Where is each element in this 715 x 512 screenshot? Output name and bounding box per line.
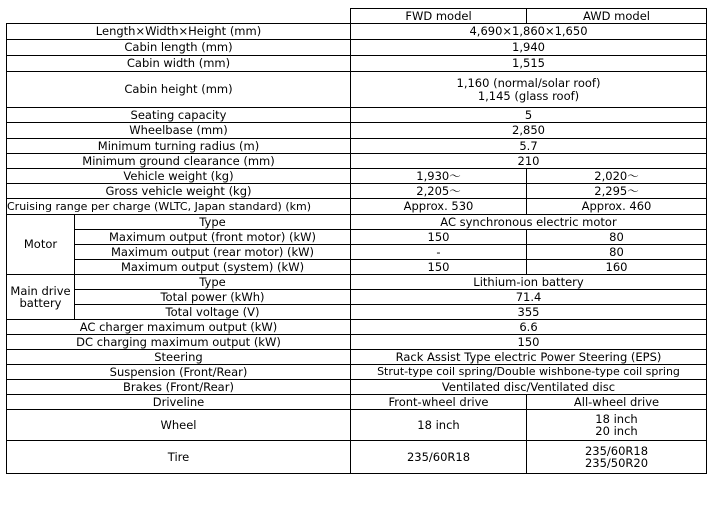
- group-motor: Motor: [7, 215, 75, 275]
- group-battery: [7, 275, 75, 320]
- row-motor-front: [7, 230, 707, 245]
- label-cabin-length: Cabin length (mm): [7, 40, 351, 56]
- label-driveline: Driveline: [7, 395, 351, 410]
- cabin-height-normal: 1,160 (normal/solar roof): [456, 76, 601, 91]
- label-cabin-width: Cabin width (mm): [7, 56, 351, 72]
- row-motor-type: [7, 215, 707, 230]
- tire-awd-option-1: 235/60R18: [584, 443, 649, 458]
- value-battery-type: Lithium-ion battery: [351, 275, 707, 290]
- header-row: [7, 9, 707, 24]
- wheel-awd-option-1: 18 inch: [595, 411, 638, 426]
- tire-awd-option-2: 235/50R20: [584, 456, 649, 470]
- value-battery-power: 71.4: [351, 290, 707, 305]
- label-motor-rear: Maximum output (rear motor) (kW): [75, 245, 351, 260]
- value-cruising-range-awd: Approx. 460: [527, 199, 707, 215]
- row-tire: [7, 441, 707, 474]
- wheel-awd-option-2: 20 inch: [595, 424, 638, 438]
- value-motor-front-fwd: 150: [351, 230, 527, 245]
- value-cruising-range-fwd: Approx. 530: [351, 199, 527, 215]
- label-dimensions: Length×Width×Height (mm): [7, 24, 351, 40]
- row-motor-system: [7, 260, 707, 275]
- value-driveline-fwd: Front-wheel drive: [351, 395, 527, 410]
- row-vehicle-weight: [7, 169, 707, 184]
- label-ground-clearance: Minimum ground clearance (mm): [7, 154, 351, 169]
- value-battery-voltage: 355: [351, 305, 707, 320]
- value-tire-awd: [527, 441, 707, 474]
- value-cabin-length: 1,940: [351, 40, 707, 56]
- value-seating: 5: [351, 108, 707, 123]
- value-brakes: Ventilated disc/Ventilated disc: [351, 380, 707, 395]
- row-cabin-height: [7, 72, 707, 108]
- label-wheelbase: Wheelbase (mm): [7, 123, 351, 139]
- value-turning-radius: 5.7: [351, 139, 707, 154]
- label-dc-charging: DC charging maximum output (kW): [7, 335, 351, 350]
- label-battery-type: Type: [75, 275, 351, 290]
- value-wheelbase: 2,850: [351, 123, 707, 139]
- row-battery-power: [7, 290, 707, 305]
- label-suspension: Suspension (Front/Rear): [7, 365, 351, 380]
- row-steering: [7, 350, 707, 365]
- label-steering: Steering: [7, 350, 351, 365]
- value-motor-system-fwd: 150: [351, 260, 527, 275]
- row-ground-clearance: [7, 154, 707, 169]
- value-cabin-width: 1,515: [351, 56, 707, 72]
- row-gross-weight: [7, 184, 707, 199]
- row-ac-charger: [7, 320, 707, 335]
- value-motor-rear-fwd: -: [351, 245, 527, 260]
- row-seating: [7, 108, 707, 123]
- header-empty-cell: [7, 9, 351, 24]
- row-suspension: [7, 365, 707, 380]
- label-motor-front: Maximum output (front motor) (kW): [75, 230, 351, 245]
- value-vehicle-weight-fwd: 1,930～: [351, 169, 527, 184]
- label-cabin-height: Cabin height (mm): [7, 72, 351, 108]
- row-battery-voltage: [7, 305, 707, 320]
- value-gross-weight-awd: 2,295～: [527, 184, 707, 199]
- label-wheel: Wheel: [7, 410, 351, 441]
- row-cabin-width: [7, 56, 707, 72]
- value-cabin-height: [351, 72, 707, 108]
- value-tire-fwd: 235/60R18: [351, 441, 527, 474]
- battery-group-label-1: Main drive: [10, 283, 71, 298]
- value-driveline-awd: All-wheel drive: [527, 395, 707, 410]
- value-wheel-awd: [527, 410, 707, 441]
- value-dc-charging: 150: [351, 335, 707, 350]
- label-motor-type: Type: [75, 215, 351, 230]
- row-dc-charging: [7, 335, 707, 350]
- value-dimensions: 4,690×1,860×1,650: [351, 24, 707, 40]
- row-wheelbase: [7, 123, 707, 139]
- value-gross-weight-fwd: 2,205～: [351, 184, 527, 199]
- value-vehicle-weight-awd: 2,020～: [527, 169, 707, 184]
- label-battery-voltage: Total voltage (V): [75, 305, 351, 320]
- row-cruising-range: [7, 199, 707, 215]
- row-brakes: [7, 380, 707, 395]
- label-motor-system: Maximum output (system) (kW): [75, 260, 351, 275]
- row-wheel: [7, 410, 707, 441]
- value-wheel-fwd: 18 inch: [351, 410, 527, 441]
- row-motor-rear: [7, 245, 707, 260]
- spec-table: [6, 8, 707, 474]
- label-seating: Seating capacity: [7, 108, 351, 123]
- label-turning-radius: Minimum turning radius (m): [7, 139, 351, 154]
- value-ac-charger: 6.6: [351, 320, 707, 335]
- value-steering: Rack Assist Type electric Power Steering (EPS): [351, 350, 707, 365]
- header-awd: AWD model: [527, 9, 707, 24]
- label-gross-weight: Gross vehicle weight (kg): [7, 184, 351, 199]
- header-fwd: FWD model: [351, 9, 527, 24]
- value-motor-front-awd: 80: [527, 230, 707, 245]
- cabin-height-glass: 1,145 (glass roof): [477, 88, 580, 103]
- value-motor-type: AC synchronous electric motor: [351, 215, 707, 230]
- row-dimensions: [7, 24, 707, 40]
- label-tire: Tire: [7, 441, 351, 474]
- label-ac-charger: AC charger maximum output (kW): [7, 320, 351, 335]
- row-turning-radius: [7, 139, 707, 154]
- value-suspension: Strut-type coil spring/Double wishbone-type coil spring: [351, 365, 707, 380]
- value-motor-system-awd: 160: [527, 260, 707, 275]
- label-brakes: Brakes (Front/Rear): [7, 380, 351, 395]
- value-motor-rear-awd: 80: [527, 245, 707, 260]
- label-battery-power: Total power (kWh): [75, 290, 351, 305]
- label-cruising-range: Cruising range per charge (WLTC, Japan standard) (km): [7, 199, 351, 215]
- row-driveline: [7, 395, 707, 410]
- label-vehicle-weight: Vehicle weight (kg): [7, 169, 351, 184]
- row-battery-type: [7, 275, 707, 290]
- battery-group-label-2: battery: [19, 296, 62, 310]
- value-ground-clearance: 210: [351, 154, 707, 169]
- row-cabin-length: [7, 40, 707, 56]
